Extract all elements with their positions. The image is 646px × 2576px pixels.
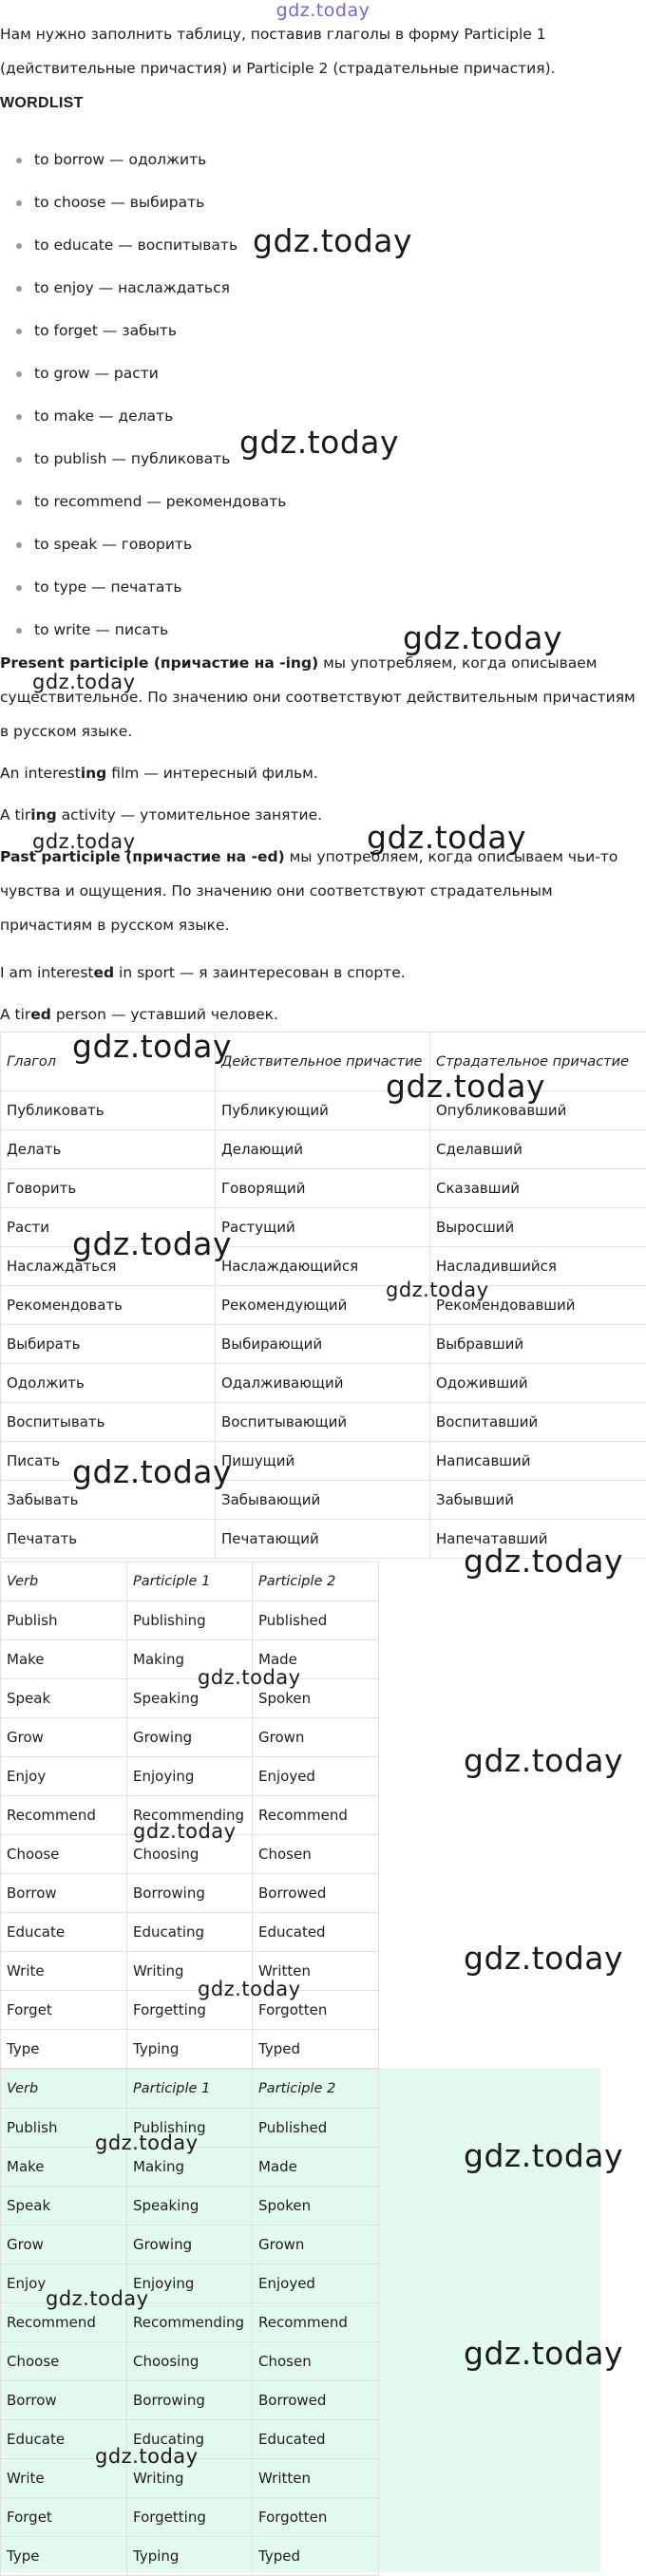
table-row [1,2381,379,2420]
wordlist-item: to publish — публиковать [0,440,570,483]
present-participle-text [0,646,642,748]
example-part: in sport — я заинтересован в спорте. [114,964,406,981]
table-cell: Choose [1,2342,127,2381]
table-cell: Одолжить [1,1364,216,1403]
table-header-cell: Participle 1 [127,1563,253,1601]
table-cell: Chosen [253,2342,379,2381]
example-part: person — уставший человек. [51,1006,278,1023]
table-cell: Рекомендовать [1,1286,216,1325]
table-row [1,2226,379,2264]
table-cell: Borrowed [253,2381,379,2420]
table-cell: Растущий [216,1208,430,1247]
table-cell: Borrowed [253,1874,379,1913]
wordlist-heading: WORDLIST [0,95,84,112]
past-participle-desc: мы употребляем, когда описываем чьи-то чувства и ощущения. По значению они соответствуют страдательным причастиям в русском языке. [0,848,618,934]
table-cell: Make [1,1640,127,1679]
table-row [1,1952,379,1991]
table-cell: Educate [1,2420,127,2459]
table-cell: Educate [1,1913,127,1952]
table-cell: Write [1,1952,127,1991]
table-cell: Воспитывать [1,1403,216,1442]
past-participle-text [0,840,642,942]
table-cell: Forgotten [253,1991,379,2030]
watermark: gdz.today [95,2445,199,2468]
table-header-cell: Глагол [1,1032,216,1091]
table-cell: Publishing [127,1601,253,1640]
table-cell: Borrow [1,1874,127,1913]
watermark: gdz.today [386,1068,545,1105]
table-cell: Made [253,1640,379,1679]
table-cell: Выбирающий [216,1325,430,1364]
table-header-row [1,1563,379,1601]
wordlist-item: to grow — расти [0,354,570,397]
table-cell: Spoken [253,2187,379,2226]
table-cell: Одалживающий [216,1364,430,1403]
table-row [1,1991,379,2030]
table-row [1,2342,379,2381]
table-header-cell: Participle 2 [253,1563,379,1601]
table-cell: Forgetting [127,1991,253,2030]
table-cell: Speak [1,1679,127,1718]
table-cell: Type [1,2030,127,2069]
table-cell: Воспитавший [430,1403,646,1442]
table-row [1,1130,646,1169]
table-cell: Grown [253,1718,379,1757]
table-cell: Publishing [127,2109,253,2148]
wordlist-item: to recommend — рекомендовать [0,483,570,525]
table-cell: Typed [253,2030,379,2069]
table-cell: Speak [1,2187,127,2226]
table-cell: Borrow [1,2381,127,2420]
table-cell: Forget [1,2498,127,2537]
table-cell: Сделавший [430,1130,646,1169]
table-cell: Forget [1,1991,127,2030]
table-row [1,1913,379,1952]
table-cell: Enjoy [1,1757,127,1796]
table-cell: Recommend [253,2303,379,2342]
table-row [1,2030,379,2069]
table-cell: Grow [1,2226,127,2264]
table-cell: Выросший [430,1208,646,1247]
table-cell: Расти [1,1208,216,1247]
table-cell: Наслаждающийся [216,1247,430,1286]
table-cell: Typing [127,2030,253,2069]
table-cell: Рекомендовавший [430,1286,646,1325]
table-cell: Write [1,2459,127,2498]
table-cell: Recommending [127,1796,253,1835]
table-cell: Educating [127,2420,253,2459]
table-cell: Educated [253,2420,379,2459]
table-row [1,1601,379,1640]
table-row [1,1091,646,1130]
table-cell: Одоживший [430,1364,646,1403]
table-cell: Borrowing [127,2381,253,2420]
watermark: gdz.today [72,1225,232,1262]
table-header-cell: Страдательное причастие [430,1032,646,1091]
table-row [1,1286,646,1325]
table-cell: Enjoying [127,1757,253,1796]
table-cell: Forgotten [253,2498,379,2537]
table-cell: Forgetting [127,2498,253,2537]
watermark: gdz.today [367,819,526,856]
watermark: gdz.today [253,222,412,259]
table-cell: Recommending [127,2303,253,2342]
watermark: gdz.today [464,1742,623,1779]
table-row [1,2187,379,2226]
table-row [1,1874,379,1913]
watermark: gdz.today [72,1028,232,1065]
table-cell: Grown [253,2226,379,2264]
example-ending: ing [81,765,106,782]
table-cell: Written [253,1952,379,1991]
table-cell: Enjoying [127,2264,253,2303]
table-cell: Публикующий [216,1091,430,1130]
table-cell: Напечатавший [430,1520,646,1559]
table-cell: Spoken [253,1679,379,1718]
table-cell: Choosing [127,2342,253,2381]
wordlist-item: to forget — забыть [0,312,570,354]
table-cell: Забывший [430,1481,646,1520]
example-ending: ing [30,806,56,824]
table-cell: Написавший [430,1442,646,1481]
watermark: gdz.today [95,2131,199,2154]
table-cell: Recommend [1,2303,127,2342]
present-participle-desc: мы употребляем, когда описываем существительное. По значению они соответствуют действительным причастиям в русском языке. [0,654,636,740]
table-cell: Type [1,2537,127,2576]
table-header-cell: Действительное причастие [216,1032,430,1091]
table-cell: Насладившийся [430,1247,646,1286]
table-cell: Chosen [253,1835,379,1874]
watermark: gdz.today [464,1543,623,1580]
table-cell: Writing [127,2459,253,2498]
table-row [1,1718,379,1757]
example-line [0,956,642,990]
watermark: gdz.today [403,619,562,656]
table-header-cell: Participle 2 [253,2070,379,2109]
example-line [0,798,642,832]
example-line [0,756,642,790]
wordlist-item: to choose — выбирать [0,183,570,226]
table-header-cell: Participle 1 [127,2070,253,2109]
table-cell: Забывающий [216,1481,430,1520]
table-cell: Publish [1,1601,127,1640]
table-cell: Speaking [127,1679,253,1718]
table-row [1,1679,379,1718]
table-row [1,1364,646,1403]
past-participle-term: Past participle (причастие на -ed) [0,848,285,865]
table-cell: Enjoy [1,2264,127,2303]
example-part: activity — утомительное занятие. [57,806,322,824]
table-header-cell: Verb [1,1563,127,1601]
table-cell: Published [253,2109,379,2148]
wordlist-item: to enjoy — наслаждаться [0,269,570,312]
table-cell: Making [127,1640,253,1679]
watermark: gdz.today [198,1666,301,1689]
table-header-cell: Verb [1,2070,127,2109]
table-cell: Опубликовавший [430,1091,646,1130]
table-cell: Воспитывающий [216,1403,430,1442]
watermark: gdz.today [239,424,399,461]
wordlist-item: to type — печатать [0,568,570,611]
table-row [1,1403,646,1442]
example-part: I am interest [0,964,94,981]
table-cell: Published [253,1601,379,1640]
wordlist-item: to educate — воспитывать [0,226,570,269]
table-cell: Recommend [1,1796,127,1835]
wordlist-item: to speak — говорить [0,525,570,568]
table-row [1,1169,646,1208]
table-cell: Make [1,2148,127,2187]
example-ending: ed [30,1006,51,1023]
watermark: gdz.today [32,830,136,853]
wordlist-item: to make — делать [0,397,570,440]
table-cell: Choosing [127,1835,253,1874]
intro-text: Нам нужно заполнить таблицу, поставив глаголы в форму Participle 1 (действительные причастия) и Participle 2 (страдательные причастия). [0,17,642,85]
watermark: gdz.today [464,2137,623,2174]
wordlist-item: to write — писать [0,611,570,653]
table-cell: Borrowing [127,1874,253,1913]
table-cell: Written [253,2459,379,2498]
wordlist [0,141,570,653]
site-logo[interactable]: gdz.today [0,0,646,21]
table-cell: Growing [127,1718,253,1757]
table-row [1,1640,379,1679]
table-row [1,1757,379,1796]
table-header-row [1,2070,379,2109]
table-cell: Speaking [127,2187,253,2226]
example-ending: ed [94,964,115,981]
table-cell: Recommend [253,1796,379,1835]
english-participles-table [0,1562,379,2069]
watermark: gdz.today [32,671,136,693]
table-cell: Enjoyed [253,1757,379,1796]
table-cell: Делающий [216,1130,430,1169]
table-cell: Публиковать [1,1091,216,1130]
table-cell: Печатать [1,1520,216,1559]
example-part: An interest [0,765,81,782]
example-part: A tir [0,806,30,824]
table-cell: Сказавший [430,1169,646,1208]
table-cell: Говорить [1,1169,216,1208]
present-participle-term: Present participle (причастие на -ing) [0,654,318,672]
table-cell: Grow [1,1718,127,1757]
table-cell: Enjoyed [253,2264,379,2303]
watermark: gdz.today [133,1820,237,1843]
wordlist-item: to borrow — одолжить [0,141,570,183]
table-cell: Выбирать [1,1325,216,1364]
table-cell: Educating [127,1913,253,1952]
example-part: film — интересный фильм. [106,765,317,782]
table-cell: Typed [253,2537,379,2576]
watermark: gdz.today [386,1279,489,1301]
table-cell: Рекомендующий [216,1286,430,1325]
table-cell: Made [253,2148,379,2187]
table-cell: Educated [253,1913,379,1952]
table-row [1,2537,379,2576]
table-cell: Писать [1,1442,216,1481]
table-row [1,1325,646,1364]
table-cell: Пишущий [216,1442,430,1481]
table-row [1,2498,379,2537]
table-cell: Забывать [1,1481,216,1520]
table-cell: Выбравший [430,1325,646,1364]
table-cell: Делать [1,1130,216,1169]
example-line [0,997,642,1032]
table-cell: Writing [127,1952,253,1991]
table-cell: Growing [127,2226,253,2264]
watermark: gdz.today [198,1978,301,2000]
watermark: gdz.today [46,2287,149,2310]
table-cell: Choose [1,1835,127,1874]
table-cell: Говорящий [216,1169,430,1208]
watermark: gdz.today [464,1940,623,1977]
table-cell: Making [127,2148,253,2187]
table-cell: Печатающий [216,1520,430,1559]
example-part: A tir [0,1006,30,1023]
watermark: gdz.today [72,1453,232,1490]
table-cell: Typing [127,2537,253,2576]
table-cell: Publish [1,2109,127,2148]
watermark: gdz.today [464,2335,623,2372]
table-cell: Наслаждаться [1,1247,216,1286]
